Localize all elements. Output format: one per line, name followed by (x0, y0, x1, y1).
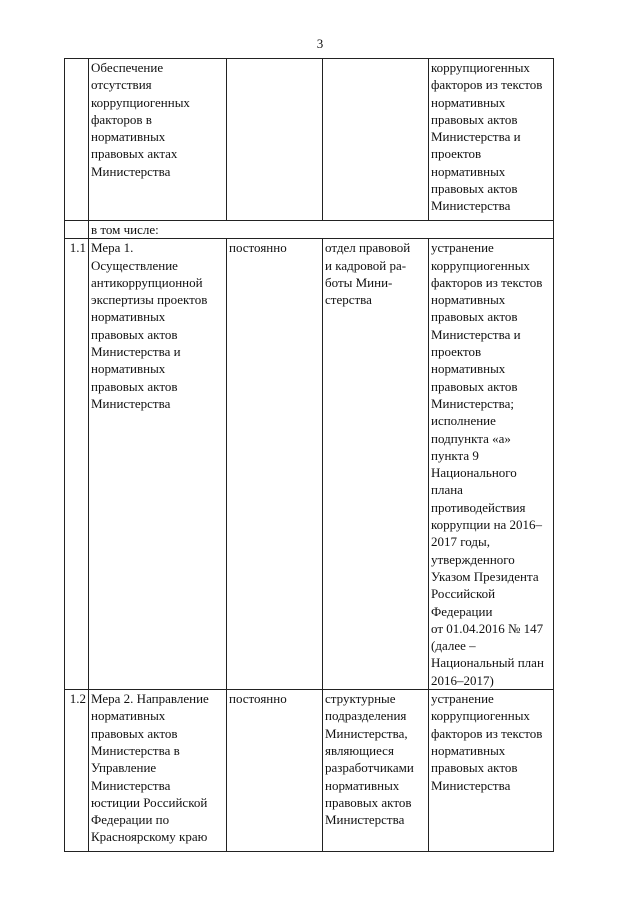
measures-table (64, 58, 554, 852)
executor-text: структурные подразделения Министерства, являющиеся разработчиками нормативных правовых актов Министерства (325, 691, 414, 828)
result-text: коррупциогенных факторов из текстов нормативных правовых актов Министерства и проектов нормативных правовых актов Министерства (431, 60, 543, 214)
measure-text: Мера 1. Осуществление антикоррупционной экспертизы проектов нормативных правовых актов Министерства и нормативных правовых актов Министерства (91, 240, 208, 411)
measure-text: Мера 2. Направление нормативных правовых актов Министерства в Управление Министерства юстиции Российской Федерации по Красноярскому краю (91, 691, 209, 845)
executor-text: отдел правовой и кадровой ра- боты Мини- стерства (325, 240, 411, 308)
table-row (65, 59, 554, 221)
row-number: 1.2 (65, 690, 89, 852)
row-number (65, 221, 89, 239)
subheading-cell (89, 221, 554, 239)
result-cell (429, 239, 554, 690)
period-cell (227, 239, 323, 690)
measure-cell (89, 690, 227, 852)
executor-cell (323, 690, 429, 852)
result-cell (429, 59, 554, 221)
result-text: устранение коррупциогенных факторов из текстов нормативных правовых актов Министерства и проектов нормативных правовых актов Министерства; исполнение подпункта «а» пункта 9 Национального плана противодействия коррупции на 2016– 2017 годы, утвержденного Указом Президента Российской Федерации от 01.04.2016 № 147 (далее – Национальный план 2016–2017) (431, 240, 544, 688)
table-row (65, 239, 554, 690)
period-cell (227, 59, 323, 221)
row-number: 1.1 (65, 239, 89, 690)
table-row (65, 690, 554, 852)
result-text: устранение коррупциогенных факторов из текстов нормативных правовых актов Министерства (431, 691, 543, 793)
table-row (65, 221, 554, 239)
subheading-text: в том числе: (91, 222, 159, 237)
measure-text: Обеспечение отсутствия коррупциогенных факторов в нормативных правовых актах Министерства (91, 60, 190, 179)
measure-cell (89, 239, 227, 690)
result-cell (429, 690, 554, 852)
row-number (65, 59, 89, 221)
period-text: постоянно (229, 691, 287, 707)
period-cell (227, 690, 323, 852)
period-text: постоянно (229, 240, 287, 256)
measure-cell (89, 59, 227, 221)
page-number: 3 (316, 36, 324, 51)
executor-cell (323, 239, 429, 690)
executor-cell (323, 59, 429, 221)
